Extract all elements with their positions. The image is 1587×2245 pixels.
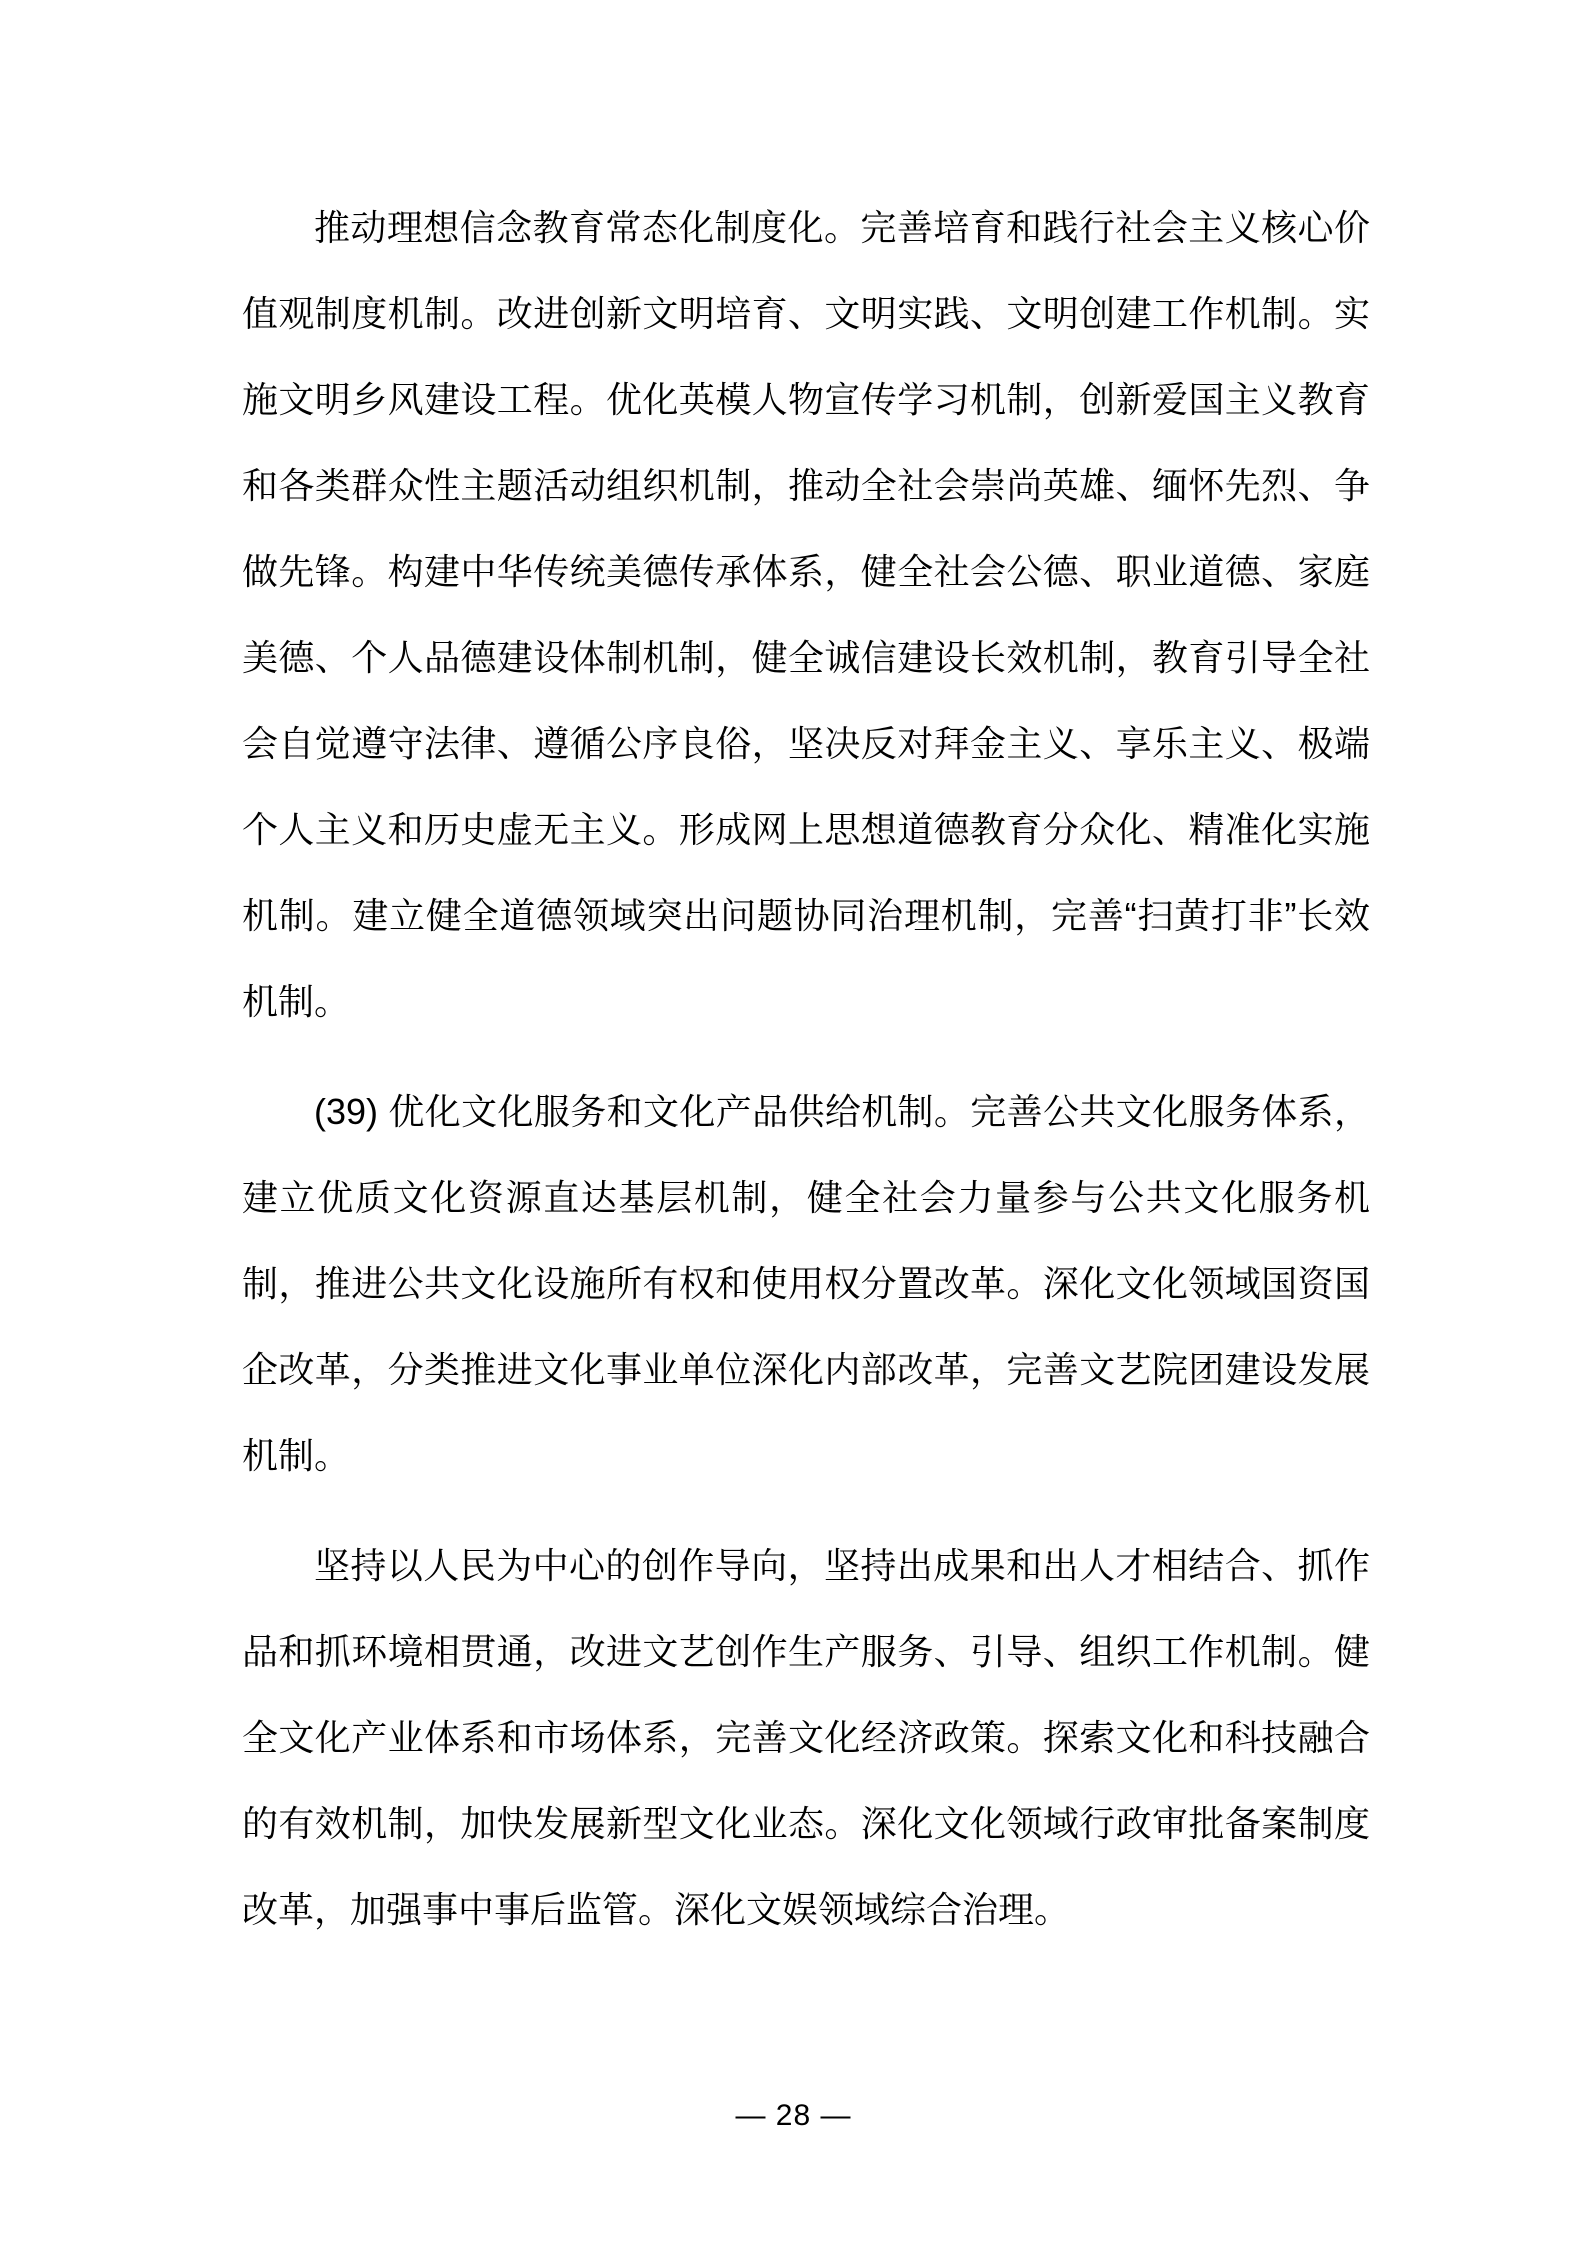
page-number: — 28 — xyxy=(735,2099,852,2132)
document-body xyxy=(242,185,1370,1977)
body-paragraph-ideals-morality: 推动理想信念教育常态化制度化。完善培育和践行社会主义核心价值观制度机制。改进创新文明培育、文明实践、文明创建工作机制。实施文明乡风建设工程。优化英模人物宣传学习机制，创新爱国主义教育和各类群众性主题活动组织机制，推动全社会崇尚英雄、缅怀先烈、争做先锋。构建中华传统美德传承体系，健全社会公德、职业道德、家庭美德、个人品德建设体制机制，健全诚信建设长效机制，教育引导全社会自觉遵守法律、遵循公序良俗，坚决反对拜金主义、享乐主义、极端个人主义和历史虚无主义。形成网上思想道德教育分众化、精准化实施机制。建立健全道德领域突出问题协同治理机制，完善“扫黄打非”长效机制。 xyxy=(242,207,1370,1022)
body-paragraph-item-39: (39) 优化文化服务和文化产品供给机制。完善公共文化服务体系，建立优质文化资源直达基层机制，健全社会力量参与公共文化服务机制，推进公共文化设施所有权和使用权分置改革。深化文化领域国资国企改革，分类推进文化事业单位深化内部改革，完善文艺院团建设发展机制。 xyxy=(242,1091,1370,1476)
page-footer xyxy=(0,2098,1587,2134)
body-paragraph-culture-creation: 坚持以人民为中心的创作导向，坚持出成果和出人才相结合、抓作品和抓环境相贯通，改进文艺创作生产服务、引导、组织工作机制。健全文化产业体系和市场体系，完善文化经济政策。探索文化和科技融合的有效机制，加快发展新型文化业态。深化文化领域行政审批备案制度改革，加强事中事后监管。深化文娱领域综合治理。 xyxy=(242,1545,1370,1930)
